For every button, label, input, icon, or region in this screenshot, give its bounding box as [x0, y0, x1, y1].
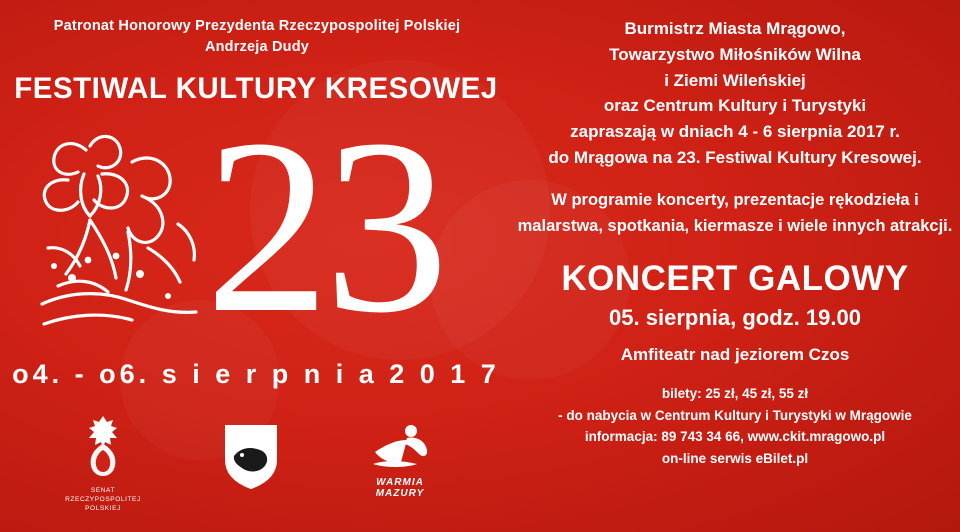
- poster-right-column: [510, 0, 960, 532]
- folk-flower-illustration-icon: [28, 128, 218, 348]
- ticket-line: informacja: 89 743 34 66, www.ckit.mragowo.pl: [584, 429, 886, 445]
- senat-logo-caption: SENAT RZECZYPOSPOLITEJ POLSKIEJ: [65, 487, 141, 512]
- program-text: [510, 188, 960, 239]
- program-line: spotkania, kiermasze i wiele innych atrakcji.: [607, 216, 953, 235]
- program-line: W programie koncerty,: [551, 190, 729, 209]
- sponsor-logos: [0, 414, 520, 524]
- organizers-line: oraz Centrum Kultury i Turystyki: [603, 96, 867, 116]
- organizers-line: i Ziemi Wileńskiej: [664, 70, 806, 90]
- organizers-line: Towarzystwo Miłośników Wilna: [609, 44, 861, 64]
- organizers-line: zapraszają w dniach 4 - 6 sierpnia 2017 r.: [570, 122, 900, 142]
- sailing-figure-icon: [367, 422, 433, 470]
- gala-concert-title: KONCERT GALOWY: [561, 259, 909, 299]
- festival-title: FESTIWAL KULTURY KRESOWEJ: [14, 72, 498, 106]
- coat-of-arms-shield-icon: [222, 422, 280, 490]
- warmia-mazury-logo: [330, 422, 470, 499]
- senat-rp-logo: [38, 414, 168, 513]
- warmia-mazury-caption: WARMIA MAZURY: [375, 477, 425, 499]
- organizers-line: Burmistrz Miasta Mrągowo,: [624, 19, 846, 38]
- senat-eagle-icon: [77, 414, 129, 478]
- ticket-line: on-line serwis eBilet.pl: [661, 450, 809, 466]
- patronage-text: Patronat Honorowy Prezydenta Rzeczypospolitej Polskiej Andrzeja Dudy: [53, 18, 461, 56]
- edition-number: 23: [205, 88, 443, 366]
- ticket-line: - do nabycia w Centrum Kultury i Turystyki w Mrągowie: [558, 407, 912, 423]
- organizers-text: [510, 16, 960, 171]
- festival-dates: o4. - o6. s i e r p n i a 2 0 1 7: [12, 359, 500, 390]
- ticket-info: [510, 383, 960, 469]
- venue-name: Amfiteatr nad jeziorem Czos: [620, 345, 850, 365]
- mragowo-coat-of-arms-logo: [196, 422, 306, 495]
- gala-concert-date: 05. sierpnia, godz. 19.00: [609, 305, 861, 331]
- organizers-line: do Mrągowa na 23. Festiwal Kultury Kresowej.: [548, 148, 922, 168]
- ticket-line: bilety: 25 zł, 45 zł, 55 zł: [661, 386, 809, 402]
- program-line: prezentacje rękodzieła i malarstwa,: [517, 190, 919, 235]
